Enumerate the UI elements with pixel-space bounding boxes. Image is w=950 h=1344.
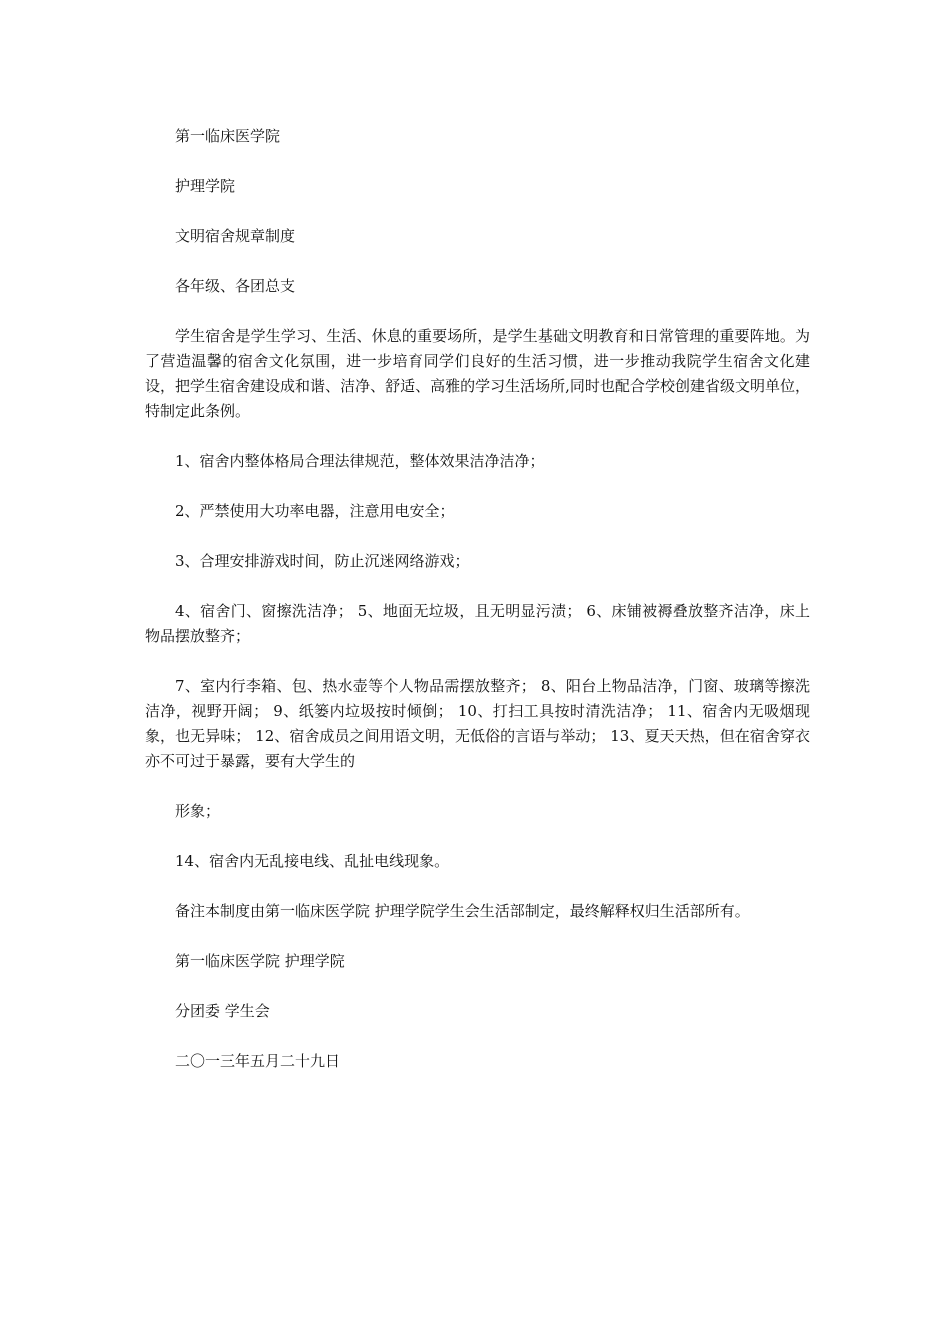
rule-item: 1、宿舍内整体格局合理法律规范，整体效果洁净洁净； xyxy=(175,452,545,470)
rule-item: 7、室内行李箱、包、热水壶等个人物品需摆放整齐； 8、阳台上物品洁净，门窗、玻璃等擦洗洁净，视野开阔； 9、纸篓内垃圾按时倾倒； 10、打扫工具按时清洗洁净； 11、宿舍内无吸烟现象，也无异味； 12、宿舍成员之间用语文明，无低俗的言语与举动； 13、夏天天热，但在宿舍穿衣亦不可过于暴露，要有大学生的 xyxy=(145,677,810,770)
rule-item: 4、宿舍门、窗擦洗洁净； 5、地面无垃圾，且无明显污渍； 6、床铺被褥叠放整齐洁净，床上物品摆放整齐； xyxy=(145,602,810,645)
note-paragraph: 备注本制度由第一临床医学院 护理学院学生会生活部制定，最终解释权归生活部所有。 xyxy=(175,902,750,920)
rule-item: 形象； xyxy=(175,802,221,820)
document-title: 文明宿舍规章制度 xyxy=(175,227,296,245)
rule-item: 2、严禁使用大功率电器，注意用电安全； xyxy=(175,502,455,520)
rule-item: 14、宿舍内无乱接电线、乱扯电线现象。 xyxy=(175,852,450,870)
intro-paragraph: 学生宿舍是学生学习、生活、休息的重要场所，是学生基础文明教育和日常管理的重要阵地。为了营造温馨的宿舍文化氛围，进一步培育同学们良好的生活习惯，进一步推动我院学生宿舍文化建设，把学生宿舍建设成和谐、洁净、舒适、高雅的学习生活场所,同时也配合学校创建省级文明单位，特制定此条例。 xyxy=(145,327,810,420)
signature-line-1: 第一临床医学院 护理学院 xyxy=(175,952,345,970)
rule-item: 3、合理安排游戏时间，防止沉迷网络游戏； xyxy=(175,552,470,570)
header-line-1: 第一临床医学院 xyxy=(175,127,281,145)
document-body xyxy=(145,124,810,1099)
addressee: 各年级、各团总支 xyxy=(175,277,296,295)
header-line-2: 护理学院 xyxy=(175,177,236,195)
signature-line-2: 分团委 学生会 xyxy=(175,1002,270,1020)
document-date: 二〇一三年五月二十九日 xyxy=(175,1052,341,1070)
